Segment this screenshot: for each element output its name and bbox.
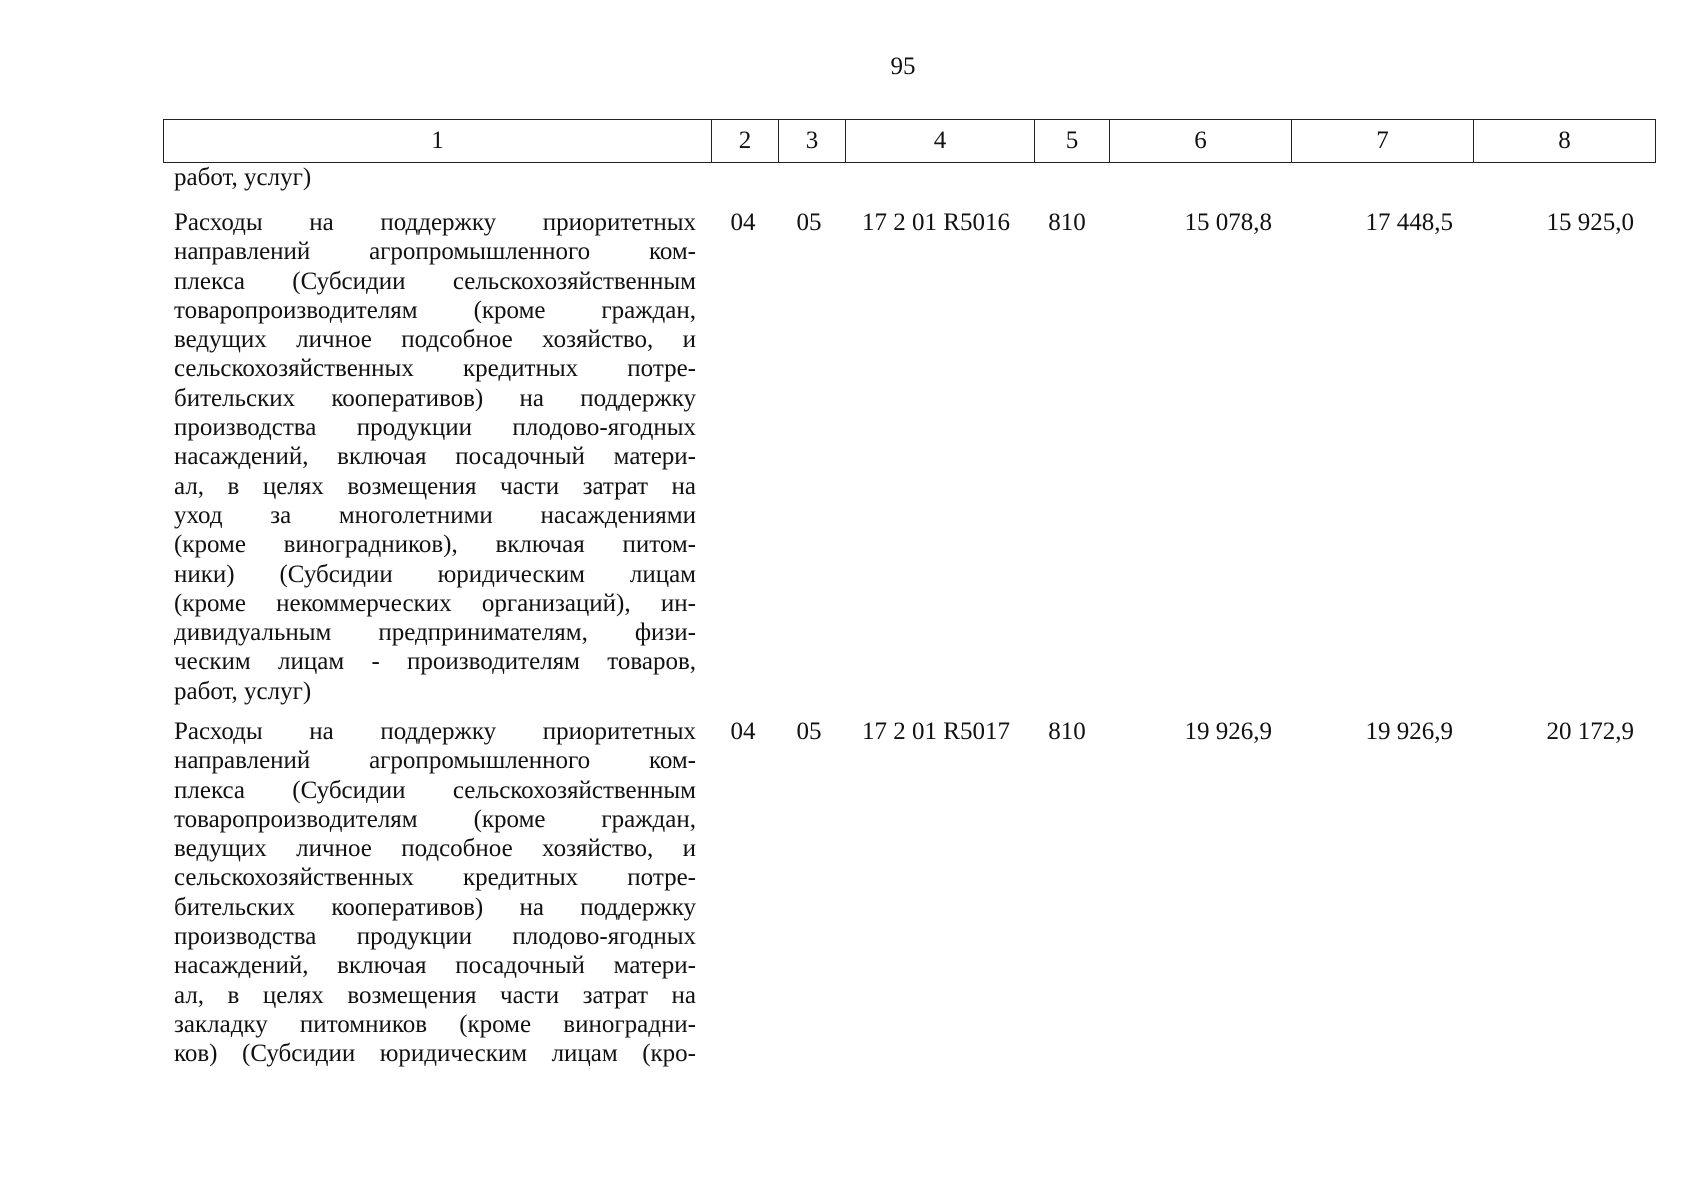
amount-col-6: 15 078,8	[1184, 209, 1272, 236]
description-line: дивидуальным предпринимателям, физи-	[174, 619, 696, 647]
description-line: сельскохозяйственных кредитных потре-	[174, 355, 696, 383]
header-col-5: 5	[1035, 120, 1110, 163]
description-line: производства продукции плодово-ягодных	[174, 923, 696, 951]
description-line: бительских кооперативов) на поддержку	[174, 384, 696, 412]
header-col-6: 6	[1110, 120, 1292, 163]
description-line: товаропроизводителям (кроме граждан,	[174, 805, 696, 833]
target-article-code: 17 2 01 R5016	[862, 209, 1010, 236]
header-col-3: 3	[779, 120, 846, 163]
section-code: 04	[730, 718, 756, 745]
column-number-header	[163, 119, 1656, 163]
page-number: 95	[890, 53, 916, 80]
description-line: плекса (Субсидии сельскохозяйственным	[174, 776, 696, 804]
description-line: производства продукции плодово-ягодных	[174, 414, 696, 442]
amount-col-7: 19 926,9	[1365, 718, 1453, 745]
description-line: плекса (Субсидии сельскохозяйственным	[174, 267, 696, 295]
description-line: насаждений, включая посадочный матери-	[174, 952, 696, 980]
header-row	[164, 120, 1656, 163]
description-line: насаждений, включая посадочный матери-	[174, 443, 696, 471]
header-col-1: 1	[164, 120, 712, 163]
description-line: ведущих личное подсобное хозяйство, и	[174, 326, 696, 354]
target-article-code: 17 2 01 R5017	[862, 718, 1010, 745]
description-line: бительских кооперативов) на поддержку	[174, 893, 696, 921]
row-description	[174, 717, 696, 1069]
description-line: товаропроизводителям (кроме граждан,	[174, 296, 696, 324]
description-line: работ, услуг)	[174, 677, 312, 705]
amount-col-8: 20 172,9	[1546, 718, 1634, 745]
header-col-2: 2	[712, 120, 779, 163]
description-line: направлений агропромышленного ком-	[174, 238, 696, 266]
description-line: ал, в целях возмещения части затрат на	[174, 981, 696, 1009]
section-code: 04	[730, 209, 756, 236]
description-line: сельскохозяйственных кредитных потре-	[174, 864, 696, 892]
continuation-text: работ, услуг)	[174, 164, 312, 191]
description-line: ков) (Субсидии юридическим лицам (кро-	[174, 1040, 696, 1068]
description-line: уход за многолетними насаждениями	[174, 501, 696, 529]
description-line: направлений агропромышленного ком-	[174, 747, 696, 775]
expense-type-code: 810	[1048, 209, 1086, 236]
description-line: ведущих личное подсобное хозяйство, и	[174, 835, 696, 863]
subsection-code: 05	[796, 718, 822, 745]
expense-type-code: 810	[1048, 718, 1086, 745]
header-col-4: 4	[846, 120, 1035, 163]
header-col-7: 7	[1292, 120, 1474, 163]
description-line: (кроме некоммерческих организаций), ин-	[174, 589, 696, 617]
description-line: закладку питомников (кроме виноградни-	[174, 1010, 696, 1038]
amount-col-6: 19 926,9	[1184, 718, 1272, 745]
description-line: ники) (Субсидии юридическим лицам	[174, 560, 696, 588]
amount-col-8: 15 925,0	[1546, 209, 1634, 236]
description-line: Расходы на поддержку приоритетных	[174, 209, 696, 236]
description-line: Расходы на поддержку приоритетных	[174, 718, 696, 745]
row-description	[174, 208, 696, 706]
header-col-8: 8	[1474, 120, 1656, 163]
description-line: ал, в целях возмещения части затрат на	[174, 472, 696, 500]
subsection-code: 05	[796, 209, 822, 236]
amount-col-7: 17 448,5	[1365, 209, 1453, 236]
description-line: ческим лицам - производителям товаров,	[174, 648, 696, 676]
description-line: (кроме виноградников), включая питом-	[174, 531, 696, 559]
